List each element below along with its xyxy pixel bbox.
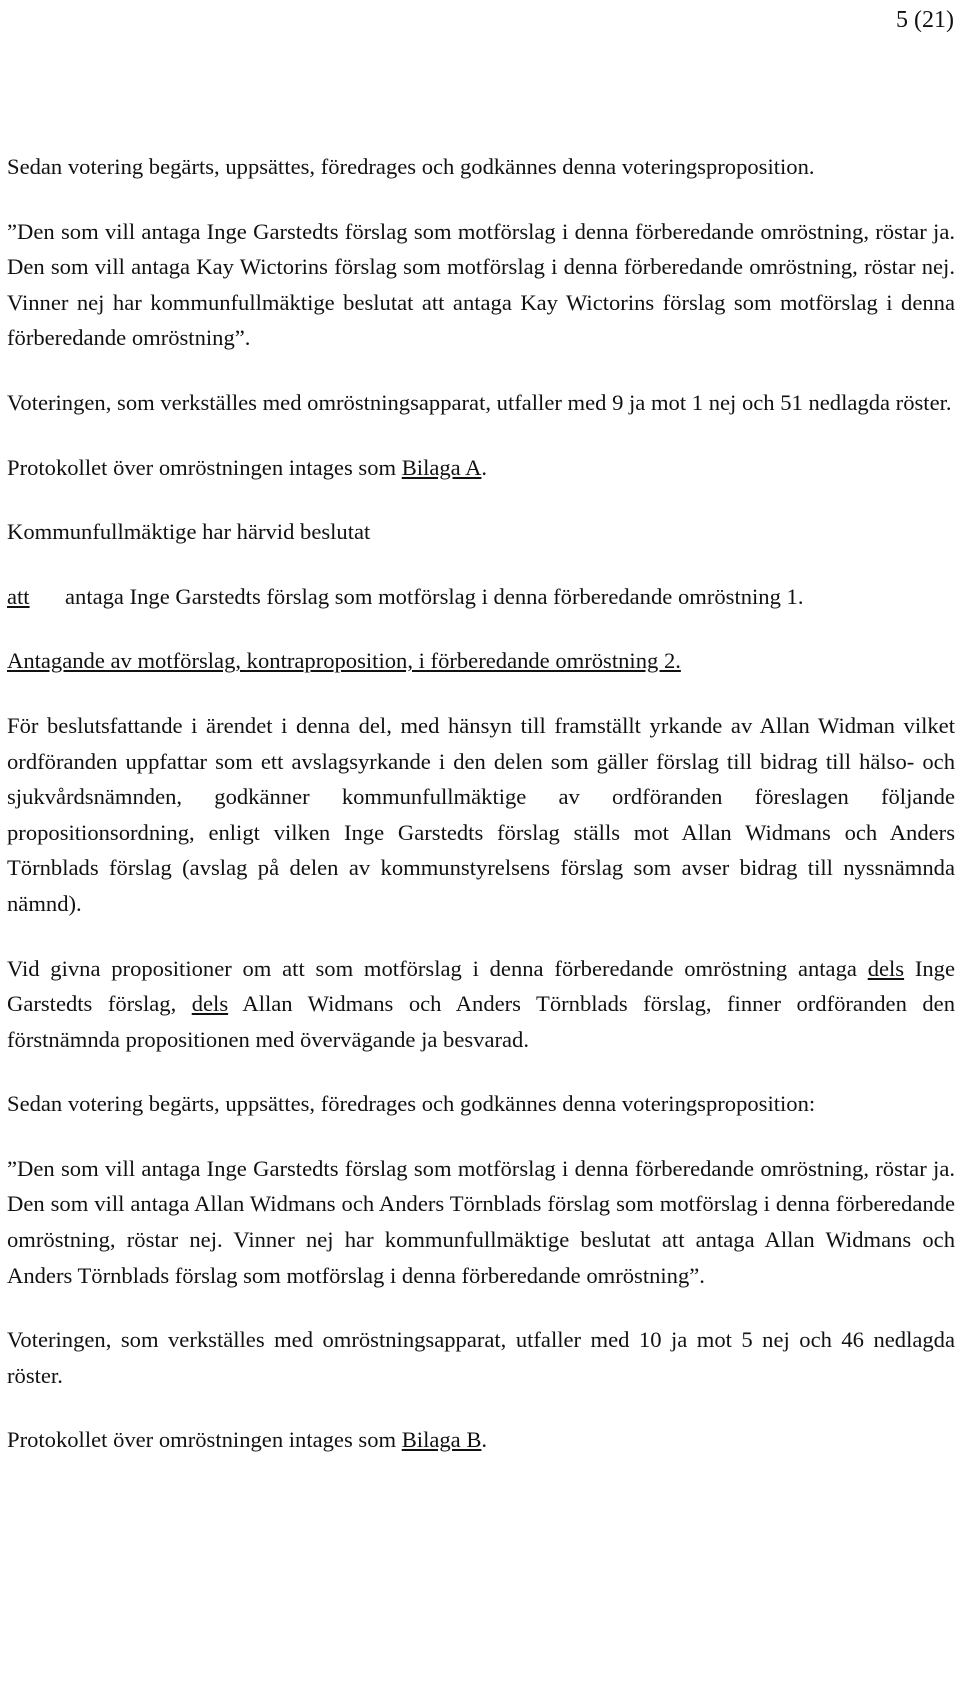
propositions-paragraph xyxy=(7,951,955,1058)
vote-result-paragraph-1: Voteringen, som verkställes med omröstningsapparat, utfaller med 9 ja mot 1 nej och 51 nedlagda röster. xyxy=(7,389,952,415)
protocol-text: Protokollet över omröstningen intages som xyxy=(7,1427,402,1453)
dels-1: dels xyxy=(867,955,905,981)
decision-intro: Kommunfullmäktige har härvid beslutat xyxy=(7,519,371,545)
protocol-reference-b xyxy=(7,1422,955,1458)
procedure-paragraph: För beslutsfattande i ärendet i denna del, med hänsyn till framställt yrkande av Allan Widman vilket ordföranden uppfattar som ett avslagsyrkande i den delen som gäller förslag till bidrag till hälso- och sjukvårdsnämnden, godkänner kommunfullmäktige av ordföranden föreslagen följande propositionsordning, enligt vilken Inge Garstedts förslag ställs mot Allan Widmans och Anders Törnblads förslag (avslag på delen av kommunstyrelsens förslag som avser bidrag till nyssnämnda nämnd). xyxy=(7,712,955,916)
decision-text: antaga Inge Garstedts förslag som motförslag i denna förberedande omröstning 1. xyxy=(65,583,804,609)
protocol-end: . xyxy=(481,454,488,480)
bilaga-a-link[interactable]: Bilaga A xyxy=(401,454,482,480)
dels-2: dels xyxy=(191,991,229,1017)
propositions-text-b: Inge Garstedts förslag, xyxy=(7,955,956,1017)
vote-proposition-paragraph-2: Sedan votering begärts, uppsättes, föredrages och godkännes denna voteringsproposition: xyxy=(7,1091,816,1117)
vote-result-paragraph-2: Voteringen, som verkställes med omröstningsapparat, utfaller med 10 ja mot 5 nej och 46 nedlagda röster. xyxy=(7,1327,955,1388)
vote-proposition-quote-1: ”Den som vill antaga Inge Garstedts förslag som motförslag i denna förberedande omröstning, röstar ja. Den som vill antaga Kay Wictorins förslag som motförslag i denna förberedande omröstning, röstar nej. Vinner nej har kommunfullmäktige beslutat att antaga Kay Wictorins förslag som motförslag i denna förberedande omröstning”. xyxy=(7,218,955,351)
vote-proposition-paragraph-1: Sedan votering begärts, uppsättes, föredrages och godkännes denna voteringsproposition. xyxy=(7,154,815,179)
protocol-reference-a xyxy=(7,450,955,486)
protocol-text: Protokollet över omröstningen intages som xyxy=(7,454,402,480)
propositions-text-c: Allan Widmans och Anders Törnblads förslag, finner ordföranden den förstnämnda propositionen med övervägande ja besvarad. xyxy=(7,991,955,1052)
protocol-end: . xyxy=(481,1427,488,1453)
section-heading: Antagande av motförslag, kontraproposition, i förberedande omröstning 2. xyxy=(7,648,681,674)
propositions-text-a: Vid givna propositioner om att som motförslag i denna förberedande omröstning antaga xyxy=(7,955,868,981)
att-label: att xyxy=(7,583,30,609)
page-number: 5 (21) xyxy=(896,7,954,33)
document-body xyxy=(7,149,955,1487)
decision-row xyxy=(7,579,955,615)
vote-proposition-quote-2: ”Den som vill antaga Inge Garstedts förslag som motförslag i denna förberedande omröstning, röstar ja. Den som vill antaga Allan Widmans och Anders Törnblads förslag som motförslag i denna förberedande omröstning, röstar nej. Vinner nej har kommunfullmäktige beslutat att antaga Allan Widmans och Anders Törnblads förslag som motförslag i denna förberedande omröstning”. xyxy=(7,1155,955,1288)
bilaga-b-link[interactable]: Bilaga B xyxy=(401,1427,482,1453)
